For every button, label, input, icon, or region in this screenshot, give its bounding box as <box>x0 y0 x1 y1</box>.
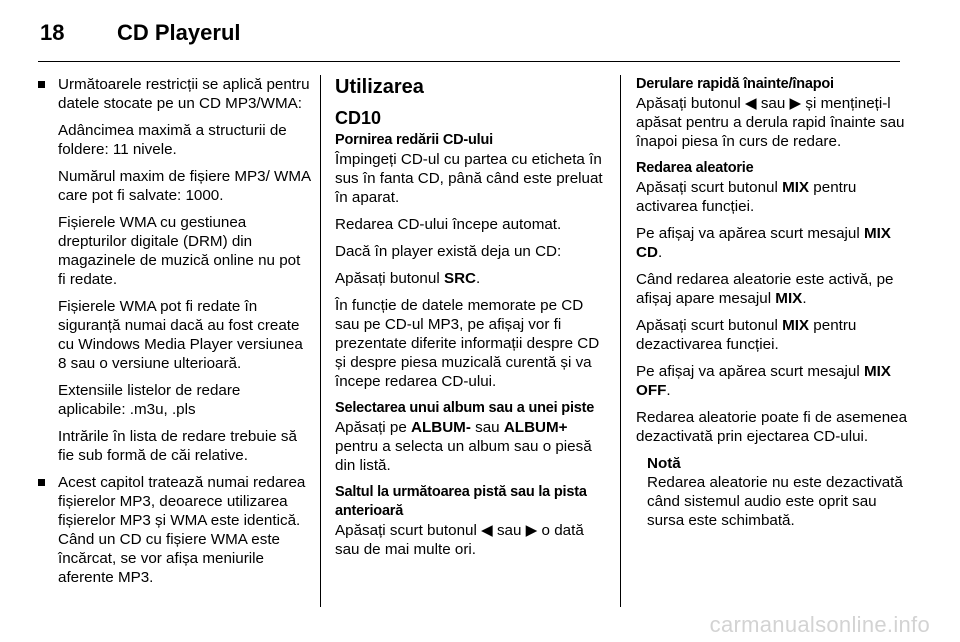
text: pentru activarea funcției. <box>636 179 857 215</box>
header-rule <box>38 61 900 62</box>
bullet-item-restrictions <box>36 75 312 465</box>
section-title: Utilizarea <box>335 76 424 98</box>
display-message: MIX <box>775 290 803 307</box>
bullet-item-mp3 <box>36 473 312 587</box>
text: Apăsați butonul <box>335 270 444 287</box>
text: . <box>657 244 663 261</box>
heading-fast-forward: Derulare rapidă înainte/înapoi <box>636 76 834 92</box>
subsection-title: CD10 <box>335 108 382 128</box>
text: Apăsați scurt butonul <box>636 317 783 334</box>
heading-start-playback: Pornirea redării CD-ului <box>335 132 493 148</box>
text: . <box>802 290 807 307</box>
column-divider-right <box>620 75 621 607</box>
paragraph: Adâncimea maximă a structurii de foldere: 11 nivele. <box>58 122 287 158</box>
note-title: Notă <box>647 455 681 472</box>
column-divider-left <box>320 75 321 607</box>
button-name: MIX <box>782 317 810 334</box>
paragraph <box>636 178 908 216</box>
watermark: carmanualsonline.info <box>709 612 930 637</box>
paragraph: Redarea CD-ului începe automat. <box>335 216 562 233</box>
paragraph <box>636 362 908 400</box>
page-title: CD Playerul <box>117 20 241 45</box>
paragraph <box>636 270 908 308</box>
heading-random-play: Redarea aleatorie <box>636 160 754 176</box>
text: sau <box>470 419 504 436</box>
page-header <box>0 0 960 62</box>
column-3 <box>636 75 908 538</box>
bullet-square-icon <box>38 479 45 486</box>
text: Apăsați pe <box>335 419 411 436</box>
paragraph: Apăsați scurt butonul ◀ sau ▶ o dată sau de mai multe ori. <box>335 522 584 558</box>
paragraph <box>636 224 908 262</box>
paragraph: În funcție de datele memorate pe CD sau pe CD-ul MP3, pe afișaj vor fi prezentate diferite informații despre CD și despre piesa muzicală curentă și va începe redarea CD-ului. <box>335 297 600 390</box>
heading-select-album: Selectarea unui album sau a unei piste <box>335 400 595 416</box>
paragraph: Apăsați butonul ◀ sau ▶ și mențineți-l apăsat pentru a derula rapid înainte sau înapoi piesa în curs de redare. <box>636 95 905 150</box>
paragraph: Fișierele WMA pot fi redate în siguranță numai dacă au fost create cu Windows Media Player versiunea 8 sau o versiune ulterioară. <box>58 298 303 372</box>
text: Pe afișaj va apărea scurt mesajul <box>636 363 864 380</box>
paragraph: Acest capitol tratează numai redarea fișierelor MP3, deoarece utilizarea fișierelor MP3 și WMA este identică. Când un CD cu fișiere WMA este încărcat, se vor afișa meniurile aferente MP3. <box>58 474 306 586</box>
paragraph <box>636 316 908 354</box>
column-1 <box>36 75 312 595</box>
text: Pe afișaj va apărea scurt mesajul <box>636 225 864 242</box>
note-text: Redarea aleatorie nu este dezactivată când sistemul audio este oprit sau sursa este schimbată. <box>647 474 903 529</box>
paragraph <box>335 418 607 475</box>
paragraph: Redarea aleatorie poate fi de asemenea dezactivată prin ejectarea CD-ului. <box>636 409 908 445</box>
bullet-square-icon <box>38 81 45 88</box>
paragraph: Numărul maxim de fișiere MP3/ WMA care pot fi salvate: 1000. <box>58 168 311 204</box>
button-name: ALBUM+ <box>503 419 568 436</box>
button-name: SRC <box>443 270 477 287</box>
text: pentru dezactivarea funcției. <box>636 317 857 353</box>
text: Apăsați scurt butonul <box>636 179 783 196</box>
paragraph: Următoarele restricții se aplică pentru datele stocate pe un CD MP3/WMA: <box>58 76 310 112</box>
page-number: 18 <box>40 20 65 45</box>
paragraph: Împingeți CD-ul cu partea cu eticheta în sus în fanta CD, până când este preluat în aparat. <box>335 151 603 206</box>
paragraph: Extensiile listelor de redare aplicabile: .m3u, .pls <box>58 382 241 418</box>
button-name: MIX <box>782 179 810 196</box>
note-box <box>636 454 908 530</box>
text: Când redarea aleatorie este activă, pe afișaj apare mesajul <box>636 271 894 307</box>
display-message: MIX OFF <box>636 363 891 399</box>
display-message: MIX CD <box>636 225 891 261</box>
heading-skip-track: Saltul la următoarea pistă sau la pista anterioară <box>335 484 587 519</box>
column-2 <box>335 75 607 567</box>
text: . <box>476 270 481 287</box>
text: pentru a selecta un album sau o piesă din listă. <box>335 438 592 474</box>
text: . <box>666 382 671 399</box>
paragraph <box>335 269 607 288</box>
paragraph: Fișierele WMA cu gestiunea drepturilor digitale (DRM) din magazinele de muzică online nu pot fi redate. <box>58 214 301 288</box>
paragraph: Intrările în lista de redare trebuie să fie sub formă de căi relative. <box>58 428 297 464</box>
button-name: ALBUM- <box>411 419 471 436</box>
paragraph: Dacă în player există deja un CD: <box>335 243 562 260</box>
